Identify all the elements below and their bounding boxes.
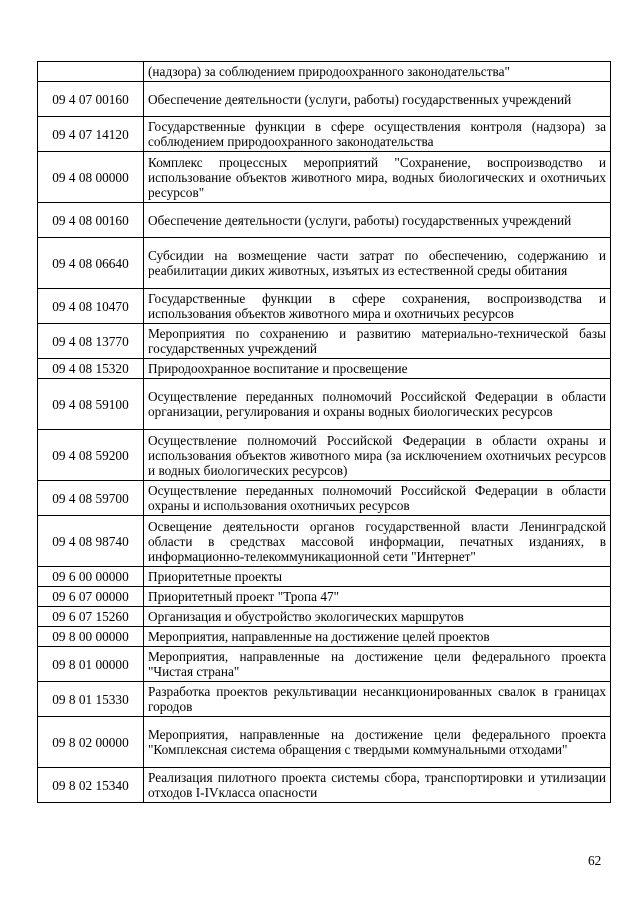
table-row (38, 768, 611, 803)
item-name-cell: Мероприятия, направленные на достижение цели федерального проекта "Чистая страна" (144, 647, 611, 682)
classification-code-cell: 09 4 08 00160 (38, 203, 144, 238)
classification-code-cell: 09 4 07 00160 (38, 82, 144, 117)
item-name-cell: Субсидии на возмещение части затрат по обеспечению, содержанию и реабилитации диких животных, изъятых из естественной среды обитания (144, 238, 611, 289)
table-row (38, 152, 611, 203)
classification-code-cell (38, 62, 144, 82)
table-row (38, 203, 611, 238)
item-name-cell: Организация и обустройство экологических маршрутов (144, 607, 611, 627)
classification-code-cell: 09 4 08 15320 (38, 359, 144, 379)
budget-classification-table (37, 61, 611, 803)
classification-code-cell: 09 4 08 00000 (38, 152, 144, 203)
item-name-cell: Осуществление полномочий Российской Федерации в области охраны и использования объектов животного мира (за исключением охотничьих ресурсов и водных биологических ресурсов) (144, 430, 611, 481)
table-row (38, 324, 611, 359)
item-name-cell: Осуществление переданных полномочий Российской Федерации в области организации, регулирования и охраны водных биологических ресурсов (144, 379, 611, 430)
classification-code-cell: 09 4 08 59200 (38, 430, 144, 481)
item-name-cell: Обеспечение деятельности (услуги, работы) государственных учреждений (144, 82, 611, 117)
classification-code-cell: 09 8 01 00000 (38, 647, 144, 682)
table-row (38, 430, 611, 481)
item-name-cell: Осуществление переданных полномочий Российской Федерации в области охраны и использования охотничьих ресурсов (144, 481, 611, 516)
classification-code-cell: 09 4 08 59100 (38, 379, 144, 430)
page-number: 62 (588, 853, 602, 868)
classification-code-cell: 09 4 08 13770 (38, 324, 144, 359)
item-name-cell: Приоритетные проекты (144, 567, 611, 587)
table-row (38, 379, 611, 430)
item-name-cell: Разработка проектов рекультивации несанкционированных свалок в границах городов (144, 682, 611, 717)
table-row (38, 117, 611, 152)
item-name-cell: Мероприятия, направленные на достижение цели федерального проекта "Комплексная система обращения с твердыми коммунальными отходами" (144, 717, 611, 768)
table-row (38, 62, 611, 82)
table-row (38, 238, 611, 289)
table-row (38, 682, 611, 717)
table-row (38, 627, 611, 647)
item-name-cell: Освещение деятельности органов государственной власти Ленинградской области в средствах массовой информации, печатных изданиях, в информационно-телекоммуникационной сети "Интернет" (144, 516, 611, 567)
classification-code-cell: 09 4 08 98740 (38, 516, 144, 567)
classification-code-cell: 09 8 02 00000 (38, 717, 144, 768)
classification-code-cell: 09 4 07 14120 (38, 117, 144, 152)
table-row (38, 587, 611, 607)
classification-code-cell: 09 6 07 15260 (38, 607, 144, 627)
item-name-cell: Природоохранное воспитание и просвещение (144, 359, 611, 379)
item-name-cell: Государственные функции в сфере сохранения, воспроизводства и использования объектов животного мира и охотничьих ресурсов (144, 289, 611, 324)
classification-code-cell: 09 4 08 10470 (38, 289, 144, 324)
table-row (38, 82, 611, 117)
classification-code-cell: 09 8 02 15340 (38, 768, 144, 803)
classification-code-cell: 09 6 00 00000 (38, 567, 144, 587)
table-row (38, 516, 611, 567)
table-row (38, 567, 611, 587)
item-name-cell: Мероприятия, направленные на достижение целей проектов (144, 627, 611, 647)
table-row (38, 481, 611, 516)
classification-code-cell: 09 4 08 06640 (38, 238, 144, 289)
item-name-cell: Обеспечение деятельности (услуги, работы) государственных учреждений (144, 203, 611, 238)
item-name-cell: Мероприятия по сохранению и развитию материально-технической базы государственных учреждений (144, 324, 611, 359)
item-name-cell: Государственные функции в сфере осуществления контроля (надзора) за соблюдением природоохранного законодательства (144, 117, 611, 152)
item-name-cell: Комплекс процессных мероприятий "Сохранение, воспроизводство и использование объектов животного мира, водных биологических и охотничьих ресурсов" (144, 152, 611, 203)
table-row (38, 647, 611, 682)
table-row (38, 717, 611, 768)
item-name-cell: Реализация пилотного проекта системы сбора, транспортировки и утилизации отходов I-IVкласса опасности (144, 768, 611, 803)
table-row (38, 289, 611, 324)
table-body (38, 62, 611, 803)
table-row (38, 359, 611, 379)
item-name-cell: Приоритетный проект "Тропа 47" (144, 587, 611, 607)
classification-code-cell: 09 8 01 15330 (38, 682, 144, 717)
table-row (38, 607, 611, 627)
classification-code-cell: 09 4 08 59700 (38, 481, 144, 516)
classification-code-cell: 09 8 00 00000 (38, 627, 144, 647)
classification-code-cell: 09 6 07 00000 (38, 587, 144, 607)
item-name-cell: (надзора) за соблюдением природоохранного законодательства" (144, 62, 611, 82)
